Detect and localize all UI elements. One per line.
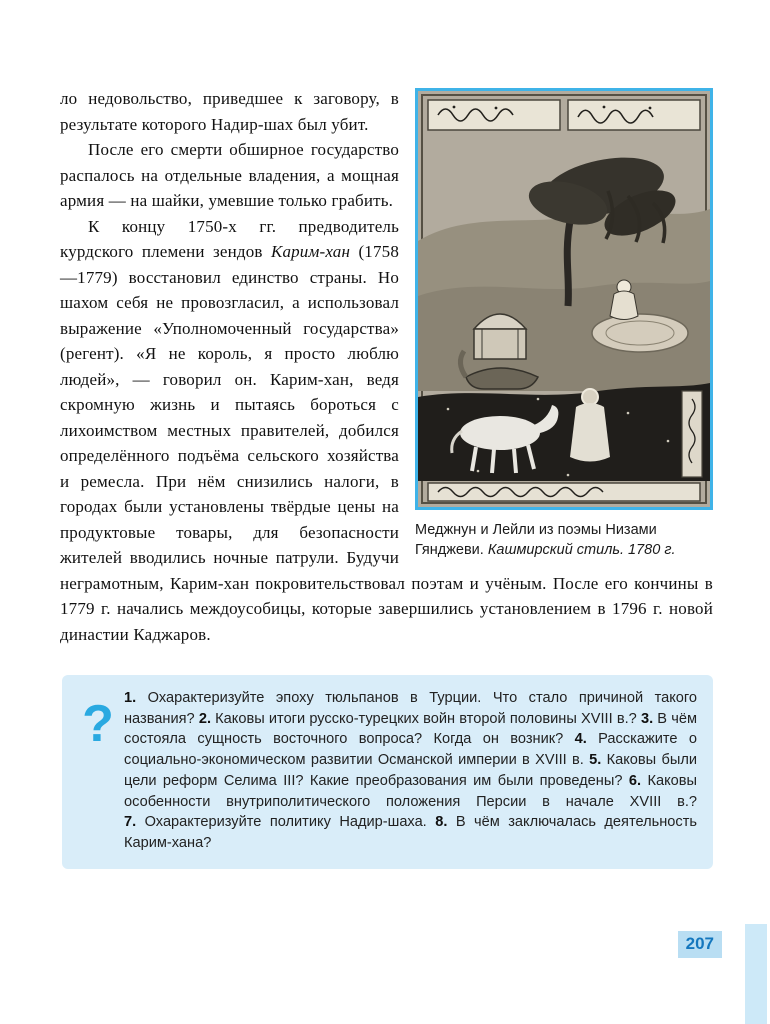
edge-stripe	[745, 924, 767, 1024]
paragraph-2: После его смерти обширное государство распалось на отдельные владения, а мощная армия — на шайки, умевшие только грабить.	[60, 140, 399, 210]
figure-caption-text: Меджнун и Лейли из поэмы Низами Гянджеви.	[415, 522, 657, 558]
figure	[415, 88, 713, 560]
figure-caption-style: Кашмирский стиль. 1780 г.	[487, 542, 676, 558]
miniature-image-frame	[415, 88, 713, 510]
question-mark-icon: ?	[82, 695, 114, 753]
paragraph-3-start: К концу 1750-х гг. предводитель курдского племени зендов	[60, 216, 399, 261]
karim-khan-name: Карим-хан	[271, 242, 351, 261]
paragraph-1: ло недовольство, приведшее к заговору, в результате которого Надир-шах был убит.	[60, 89, 399, 134]
figure-caption	[415, 520, 713, 560]
questions-box	[62, 675, 713, 869]
miniature-artwork	[418, 91, 710, 507]
page-number: 207	[678, 931, 722, 958]
paragraph-3-rest: (1758—1779) восстановил единство страны. Но шахом себя не провозгласил, а использовал выражение «Уполномоченный государства» (регент). «Я не король, я просто люблю людей», — говорил он. Карим-хан, ведя скромную жизнь и пытаясь бороться с лихоимством местных правителей, добился определённого подъёма сельского хозяйства и ремесла. При нём снизились налоги, в городах были установлены твёрдые цены на продуктовые товары, для безопасности жителей вводились ночные патрули. Будучи неграмотным, Карим-хан покровительствовал поэтам и учёным. После его кончины в 1779 г. начались междоусобицы, которые завершились установлением в 1796 г. новой династии Каджаров.	[60, 242, 713, 644]
questions-text: 1. Охарактеризуйте эпоху тюльпанов в Турции. Что стало причиной такого названия? 2. Каковы итоги русско-турецких войн второй половины XVIII в.? 3. В чём состояла сущность восточного вопроса? Когда он возник? 4. Расскажите о социально-экономическом развитии Османской империи в XVIII в. 5. Каковы были цели реформ Селима III? Какие преобразования им были проведены? 6. Каковы особенности внутриполитического положения Персии в начале XVIII в.? 7. Охарактеризуйте политику Надир-шаха. 8. В чём заключалась деятельность Карим-хана?	[124, 690, 697, 852]
